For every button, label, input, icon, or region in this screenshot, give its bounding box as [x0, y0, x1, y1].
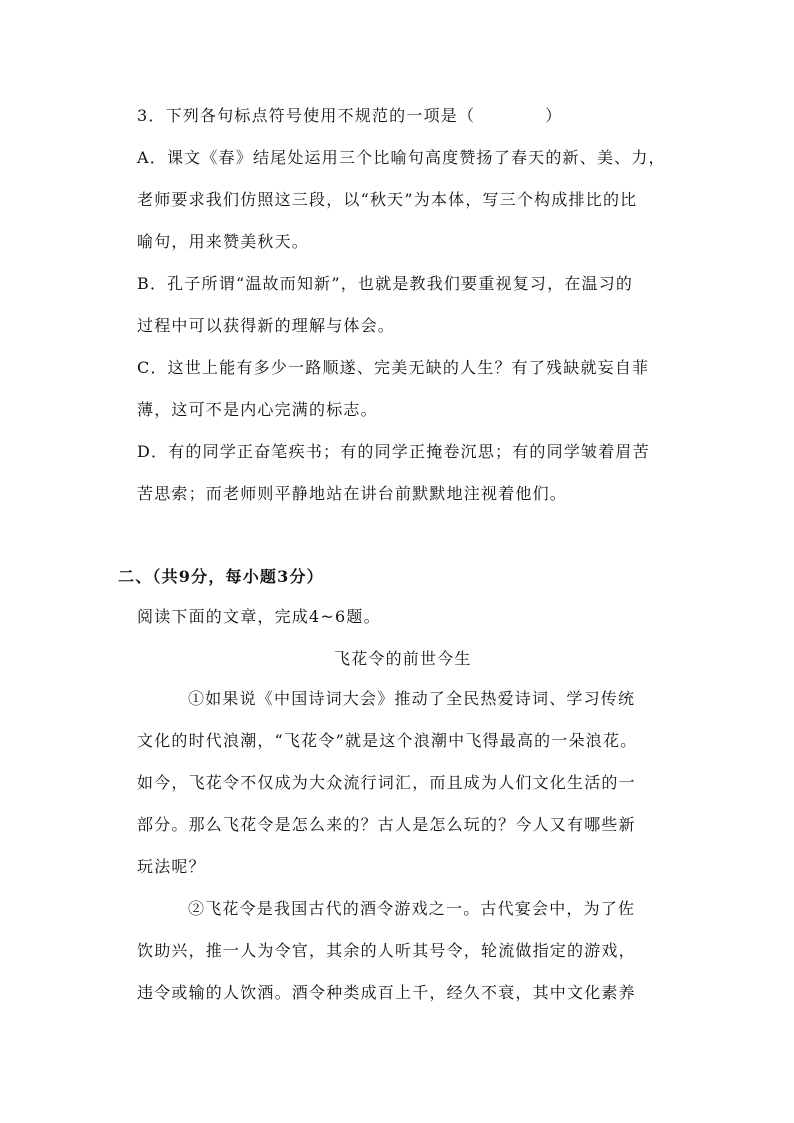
article-title: 飞花令的前世今生 [334, 649, 472, 668]
para-2-line-2: 饮助兴，推一人为令官，其余的人听其号令，轮流做指定的游戏， [137, 941, 636, 960]
option-a-line-1: A．课文《春》结尾处运用三个比喻句高度赞扬了春天的新、美、力， [137, 148, 666, 167]
question-3-stem-text: 3．下列各句标点符号使用不规范的一项是（ [137, 106, 476, 125]
option-a-line-3: 喻句，用来赞美秋天。 [137, 232, 310, 251]
section-2-heading: 二、（共9分，每小题3分） [118, 567, 324, 586]
para-1-line-1: ①如果说《中国诗词大会》推动了全民热爱诗词、学习传统 [188, 689, 636, 708]
para-2-line-1: ②飞花令是我国古代的酒令游戏之一。古代宴会中，为了佐 [188, 899, 636, 918]
option-b-line-2: 过程中可以获得新的理解与体会。 [137, 316, 396, 335]
para-1-line-4: 部分。那么飞花令是怎么来的？古人是怎么玩的？今人又有哪些新 [137, 815, 636, 834]
reading-instruction: 阅读下面的文章，完成4~6题。 [137, 607, 381, 626]
question-3-stem [137, 106, 562, 126]
option-d-line-1: D．有的同学正奋笔疾书；有的同学正掩卷沉思；有的同学皱着眉苦 [137, 442, 650, 461]
option-c-line-1: C．这世上能有多少一路顺遂、完美无缺的人生？有了残缺就妄自菲 [137, 358, 650, 377]
option-c-line-2: 薄，这可不是内心完满的标志。 [137, 400, 378, 419]
question-3-stem-close: ） [545, 106, 563, 125]
para-1-line-5: 玩法呢？ [137, 857, 206, 876]
option-a-line-2: 老师要求我们仿照这三段，以“秋天”为本体，写三个构成排比的比 [137, 190, 638, 209]
para-1-line-3: 如今，飞花令不仅成为大众流行词汇，而且成为人们文化生活的一 [137, 773, 636, 792]
para-2-line-3: 违令或输的人饮酒。酒令种类成百上千，经久不衰，其中文化素养 [137, 983, 636, 1002]
option-d-line-2: 苦思索；而老师则平静地站在讲台前默默地注视着他们。 [137, 484, 568, 503]
para-1-line-2: 文化的时代浪潮，“飞花令”就是这个浪潮中飞得最高的一朵浪花。 [137, 731, 638, 750]
option-b-line-1: B．孔子所谓“温故而知新”，也就是教我们要重视复习，在温习的 [137, 274, 634, 293]
